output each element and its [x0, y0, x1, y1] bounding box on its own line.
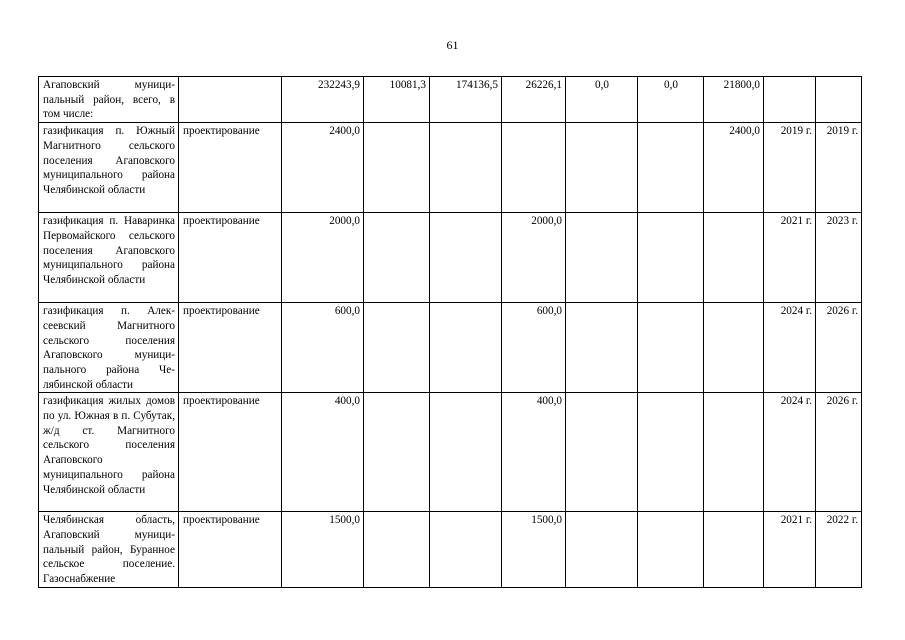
- value-cell: 10081,3: [364, 77, 430, 123]
- investment-table: [38, 76, 862, 588]
- object-name-cell: Агаповский муниципальный район, всего, в том числе:: [39, 77, 179, 123]
- value-cell: 26226,1: [502, 77, 566, 123]
- value-cell: [364, 213, 430, 303]
- value-cell: 2400,0: [704, 123, 764, 213]
- value-cell: [638, 213, 704, 303]
- object-name-cell: газификация п. Наваринка Первомайского сельского поселения Агаповского муниципального района Челябинской области: [39, 213, 179, 303]
- table-row: [39, 393, 862, 512]
- value-cell: [430, 213, 502, 303]
- start-year-cell: 2021 г.: [764, 213, 816, 303]
- value-cell: [638, 393, 704, 512]
- work-type-cell: проектирование: [179, 213, 282, 303]
- object-name-cell: газификация п. Алексеевский Магнитного сельского поселения Агаповского муниципального района Челябинской области: [39, 303, 179, 393]
- value-cell: [566, 393, 638, 512]
- value-cell: [704, 303, 764, 393]
- value-cell: [638, 123, 704, 213]
- total-cell: 2000,0: [282, 213, 364, 303]
- value-cell: [430, 393, 502, 512]
- value-cell: 0,0: [566, 77, 638, 123]
- total-cell: 232243,9: [282, 77, 364, 123]
- object-name-cell: Челябинская область, Агаповский муниципальный район, Буранное сельское поселение. Газоснабжение: [39, 512, 179, 588]
- value-cell: [430, 303, 502, 393]
- table-row: [39, 303, 862, 393]
- start-year-cell: [764, 77, 816, 123]
- table-row: [39, 512, 862, 588]
- table-row: [39, 77, 862, 123]
- total-cell: 600,0: [282, 303, 364, 393]
- value-cell: [430, 512, 502, 588]
- table-row: [39, 123, 862, 213]
- value-cell: [566, 512, 638, 588]
- work-type-cell: проектирование: [179, 393, 282, 512]
- work-type-cell: проектирование: [179, 303, 282, 393]
- value-cell: [638, 512, 704, 588]
- value-cell: [704, 213, 764, 303]
- value-cell: [566, 213, 638, 303]
- value-cell: 1500,0: [502, 512, 566, 588]
- total-cell: 1500,0: [282, 512, 364, 588]
- start-year-cell: 2019 г.: [764, 123, 816, 213]
- value-cell: [364, 123, 430, 213]
- value-cell: [704, 393, 764, 512]
- table-row: [39, 213, 862, 303]
- total-cell: 400,0: [282, 393, 364, 512]
- total-cell: 2400,0: [282, 123, 364, 213]
- value-cell: 174136,5: [430, 77, 502, 123]
- end-year-cell: 2023 г.: [816, 213, 862, 303]
- value-cell: [704, 512, 764, 588]
- end-year-cell: 2026 г.: [816, 393, 862, 512]
- value-cell: [364, 512, 430, 588]
- value-cell: 400,0: [502, 393, 566, 512]
- value-cell: [638, 303, 704, 393]
- value-cell: 2000,0: [502, 213, 566, 303]
- page-number: 61: [446, 38, 459, 52]
- object-name-cell: газификация п. Южный Магнитного сельского поселения Агаповского муниципального района Челябинской области: [39, 123, 179, 213]
- value-cell: [566, 123, 638, 213]
- start-year-cell: 2024 г.: [764, 393, 816, 512]
- work-type-cell: проектирование: [179, 512, 282, 588]
- value-cell: [430, 123, 502, 213]
- value-cell: [364, 303, 430, 393]
- end-year-cell: 2026 г.: [816, 303, 862, 393]
- end-year-cell: 2022 г.: [816, 512, 862, 588]
- value-cell: 21800,0: [704, 77, 764, 123]
- start-year-cell: 2021 г.: [764, 512, 816, 588]
- value-cell: 0,0: [638, 77, 704, 123]
- value-cell: 600,0: [502, 303, 566, 393]
- work-type-cell: [179, 77, 282, 123]
- value-cell: [364, 393, 430, 512]
- work-type-cell: проектирование: [179, 123, 282, 213]
- object-name-cell: газификация жилых домов по ул. Южная в п. Субутак, ж/д ст. Магнитного сельского поселения Агаповского муниципального района Челябинской области: [39, 393, 179, 512]
- start-year-cell: 2024 г.: [764, 303, 816, 393]
- end-year-cell: [816, 77, 862, 123]
- value-cell: [566, 303, 638, 393]
- value-cell: [502, 123, 566, 213]
- end-year-cell: 2019 г.: [816, 123, 862, 213]
